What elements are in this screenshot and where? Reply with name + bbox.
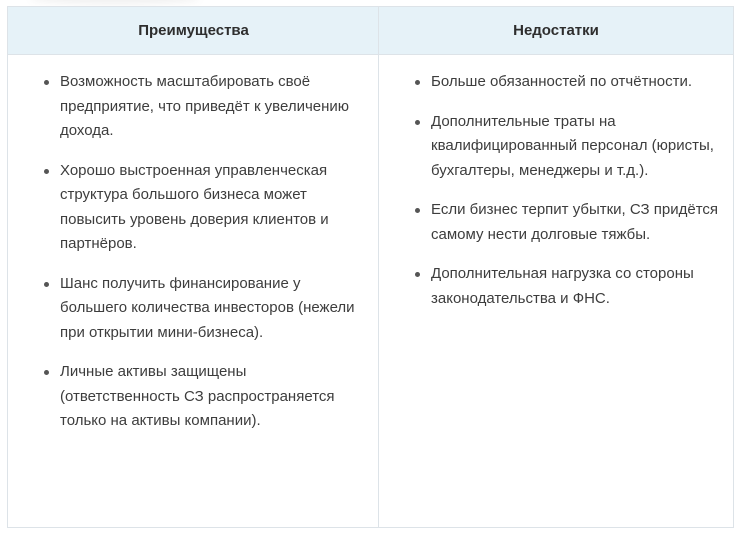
list-item <box>411 110 723 184</box>
bullet-icon <box>415 120 420 125</box>
advantages-list <box>40 70 369 434</box>
bullet-icon <box>44 370 49 375</box>
bullet-icon <box>44 282 49 287</box>
comparison-table <box>7 6 734 528</box>
bullet-icon <box>44 80 49 85</box>
bullet-icon <box>415 80 420 85</box>
list-item <box>411 70 723 95</box>
disadvantages-column <box>379 55 733 326</box>
header-advantages: Преимущества <box>138 22 249 39</box>
header-disadvantages: Недостатки <box>513 22 599 39</box>
list-item <box>40 70 369 144</box>
list-item-text: Шанс получить финансирование у большего количества инвесторов (нежели при открытии мини-бизнеса). <box>60 274 355 341</box>
list-item-text: Возможность масштабировать своё предприятие, что приведёт к увеличению дохода. <box>60 73 350 139</box>
list-item <box>40 159 369 257</box>
table-header-row <box>8 7 733 55</box>
decorative-shadow <box>30 0 200 4</box>
bullet-icon <box>44 169 49 174</box>
list-item-text: Личные активы защищены (ответственность СЗ распространяется только на активы компании). <box>60 363 335 429</box>
bullet-icon <box>415 208 420 213</box>
list-item-text: Хорошо выстроенная управленческая структура большого бизнеса может повысить уровень доверия клиентов и партнёров. <box>60 161 329 252</box>
list-item <box>411 198 723 247</box>
list-item-text: Если бизнес терпит убытки, СЗ придётся самому нести долговые тяжбы. <box>431 201 719 243</box>
advantages-column <box>8 55 379 449</box>
bullet-icon <box>415 272 420 277</box>
list-item <box>411 262 723 311</box>
list-item <box>40 272 369 346</box>
disadvantages-list <box>411 70 723 311</box>
list-item <box>40 360 369 434</box>
list-item-text: Больше обязанностей по отчётности. <box>431 73 692 90</box>
list-item-text: Дополнительная нагрузка со стороны законодательства и ФНС. <box>431 265 694 307</box>
list-item-text: Дополнительные траты на квалифицированный персонал (юристы, бухгалтеры, менеджеры и т.д.). <box>431 112 714 179</box>
